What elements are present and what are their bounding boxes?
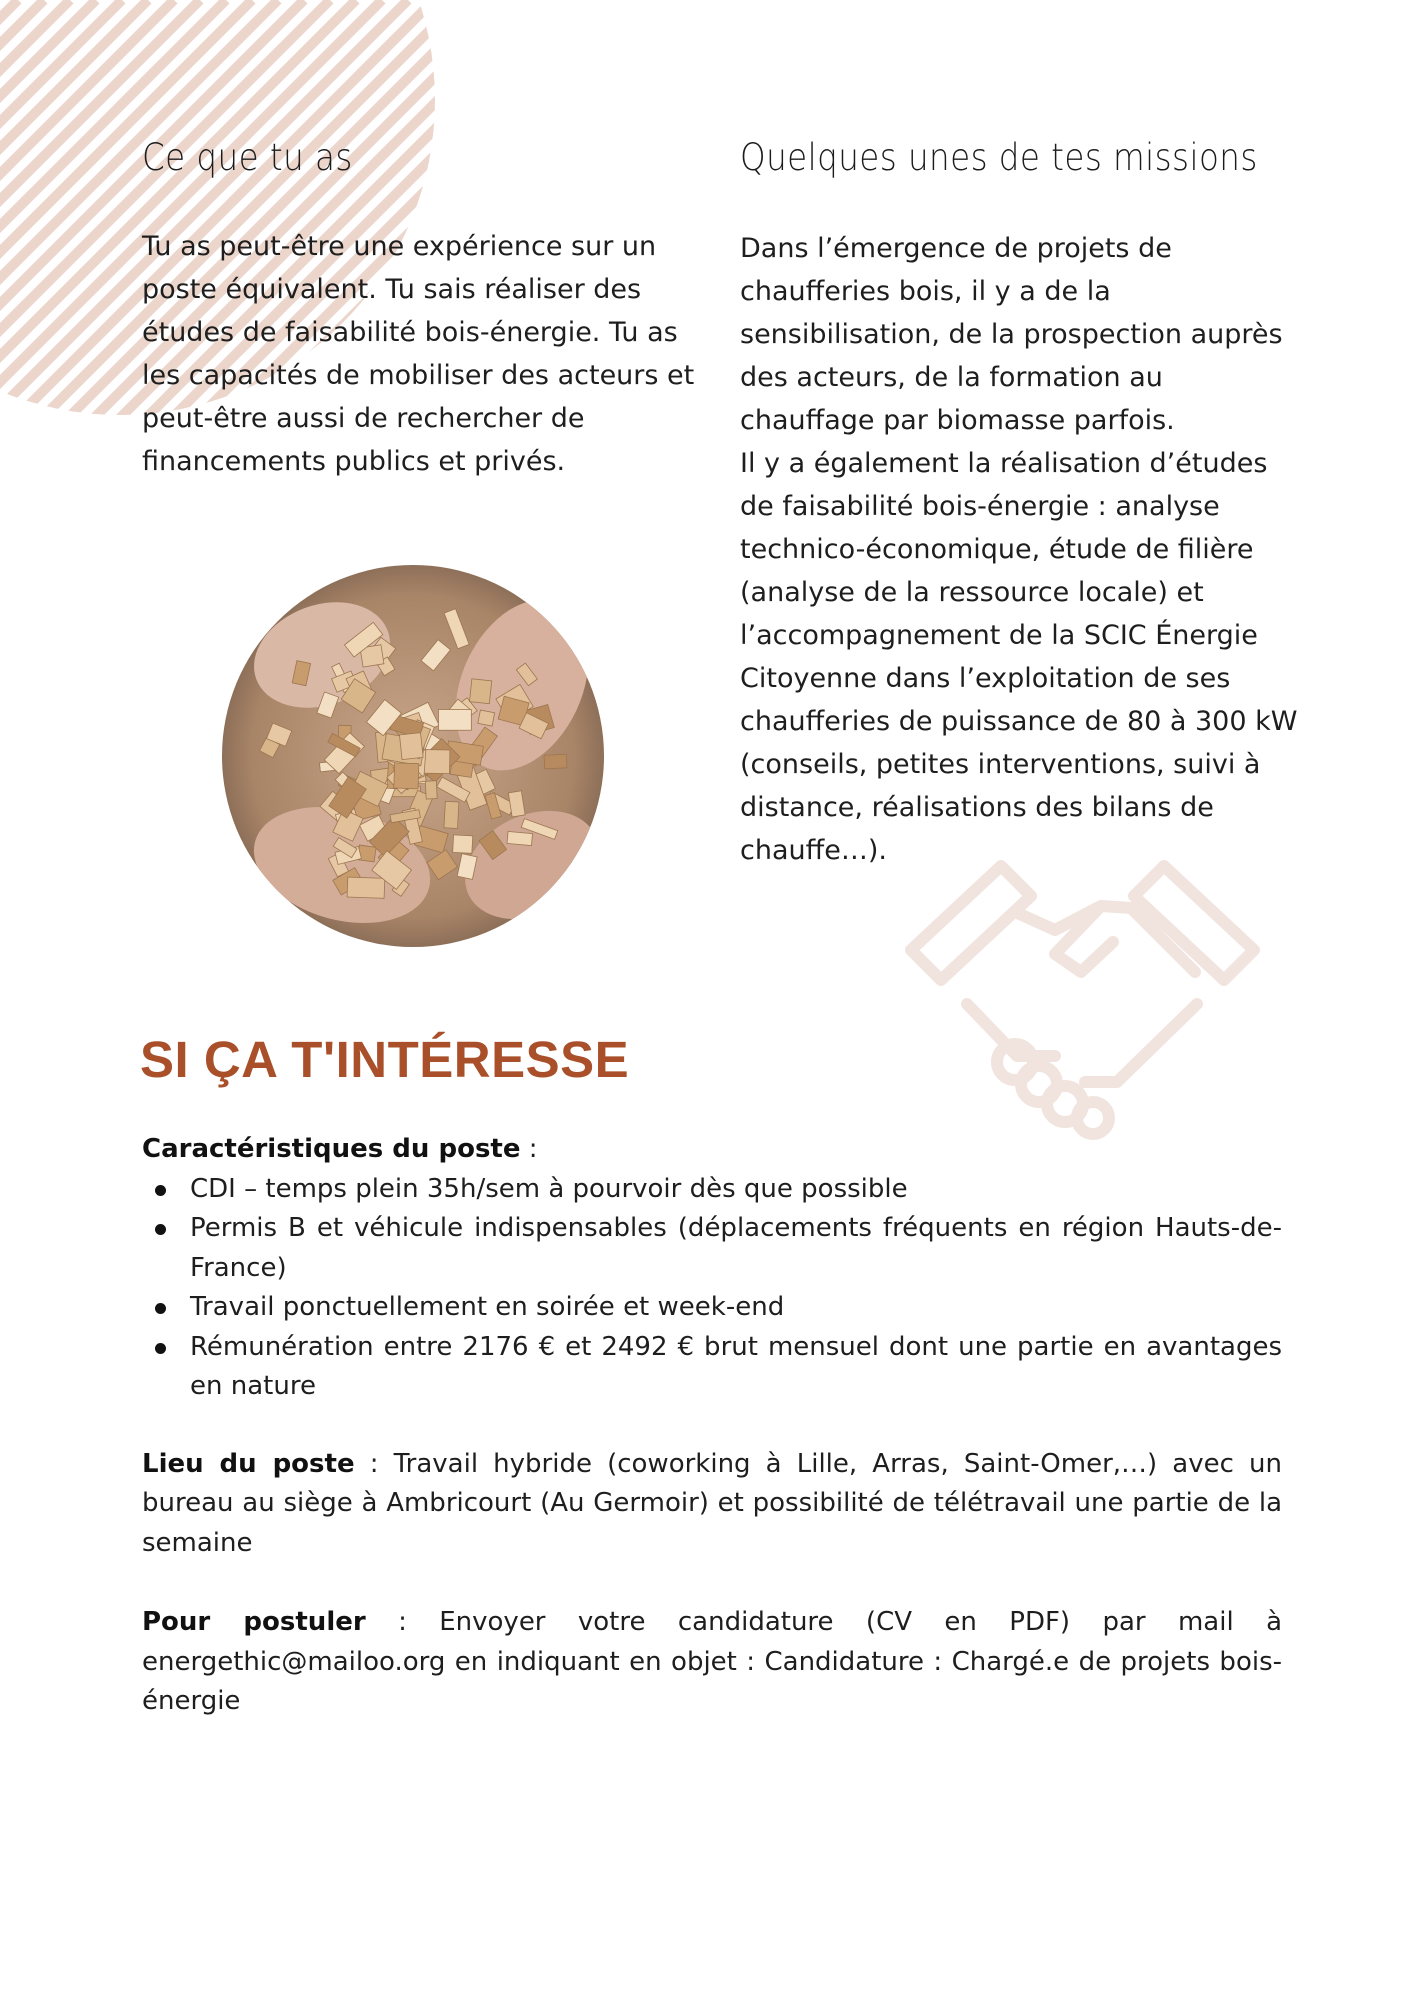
- left-column-text: Tu as peut-être une expérience sur un poste équivalent. Tu sais réaliser des études de faisabilité bois-énergie. Tu as les capacités de mobiliser des acteurs et peut-être aussi de rechercher de financements publics et privés.: [142, 231, 695, 477]
- job-details: [142, 1130, 1282, 1762]
- characteristics-heading: [142, 1130, 1282, 1170]
- characteristics-suffix: :: [520, 1134, 538, 1164]
- missions-paragraph-1: Dans l’émergence de projets de chaufferies bois, il y a de la sensibilisation, de la prospection auprès des acteurs, de la formation au chauffage par biomasse parfois.: [740, 233, 1283, 436]
- list-item: Rémunération entre 2176 € et 2492 € brut mensuel dont une partie en avantages en nature: [190, 1328, 1282, 1407]
- section-title: SI ÇA T'INTÉRESSE: [140, 1031, 630, 1088]
- left-column-heading: Ce que tu as: [142, 136, 353, 179]
- characteristics-label: Caractéristiques du poste: [142, 1134, 521, 1164]
- apply-text: : Envoyer votre candidature (CV en PDF) par mail à energethic@mailoo.org en indiquant en objet : Candidature : Chargé.e de projets bois-énergie: [142, 1607, 1282, 1716]
- missions-paragraph-2: Il y a également la réalisation d’études de faisabilité bois-énergie : analyse technico-économique, étude de filière (analyse de la ressource locale) et l’accompagnement de la SCIC Énergie Citoyenne dans l’exploitation de ses chaufferies de puissance de 80 à 300 kW (conseils, petites interventions, suivi à distance, réalisations des bilans de chauffe…).: [740, 448, 1298, 866]
- location-text: : Travail hybride (coworking à Lille, Arras, Saint-Omer,…) avec un bureau au siège à Ambricourt (Au Germoir) et possibilité de télétravail une partie de la semaine: [142, 1448, 1283, 1558]
- location-label: Lieu du poste: [142, 1448, 355, 1479]
- right-column-text: [740, 227, 1300, 872]
- list-item: CDI – temps plein 35h/sem à pourvoir dès que possible: [190, 1170, 1282, 1210]
- handshake-icon: [905, 860, 1260, 1145]
- location-paragraph: [142, 1445, 1282, 1564]
- apply-label: Pour postuler: [142, 1607, 366, 1637]
- right-column-heading: Quelques unes de tes missions: [740, 136, 1258, 179]
- wood-chips-photo: [222, 565, 604, 947]
- characteristics-list: [142, 1170, 1282, 1407]
- list-item: Travail ponctuellement en soirée et week-end: [190, 1288, 1282, 1328]
- list-item: Permis B et véhicule indispensables (déplacements fréquents en région Hauts-de-France): [190, 1209, 1282, 1288]
- apply-paragraph: [142, 1603, 1282, 1722]
